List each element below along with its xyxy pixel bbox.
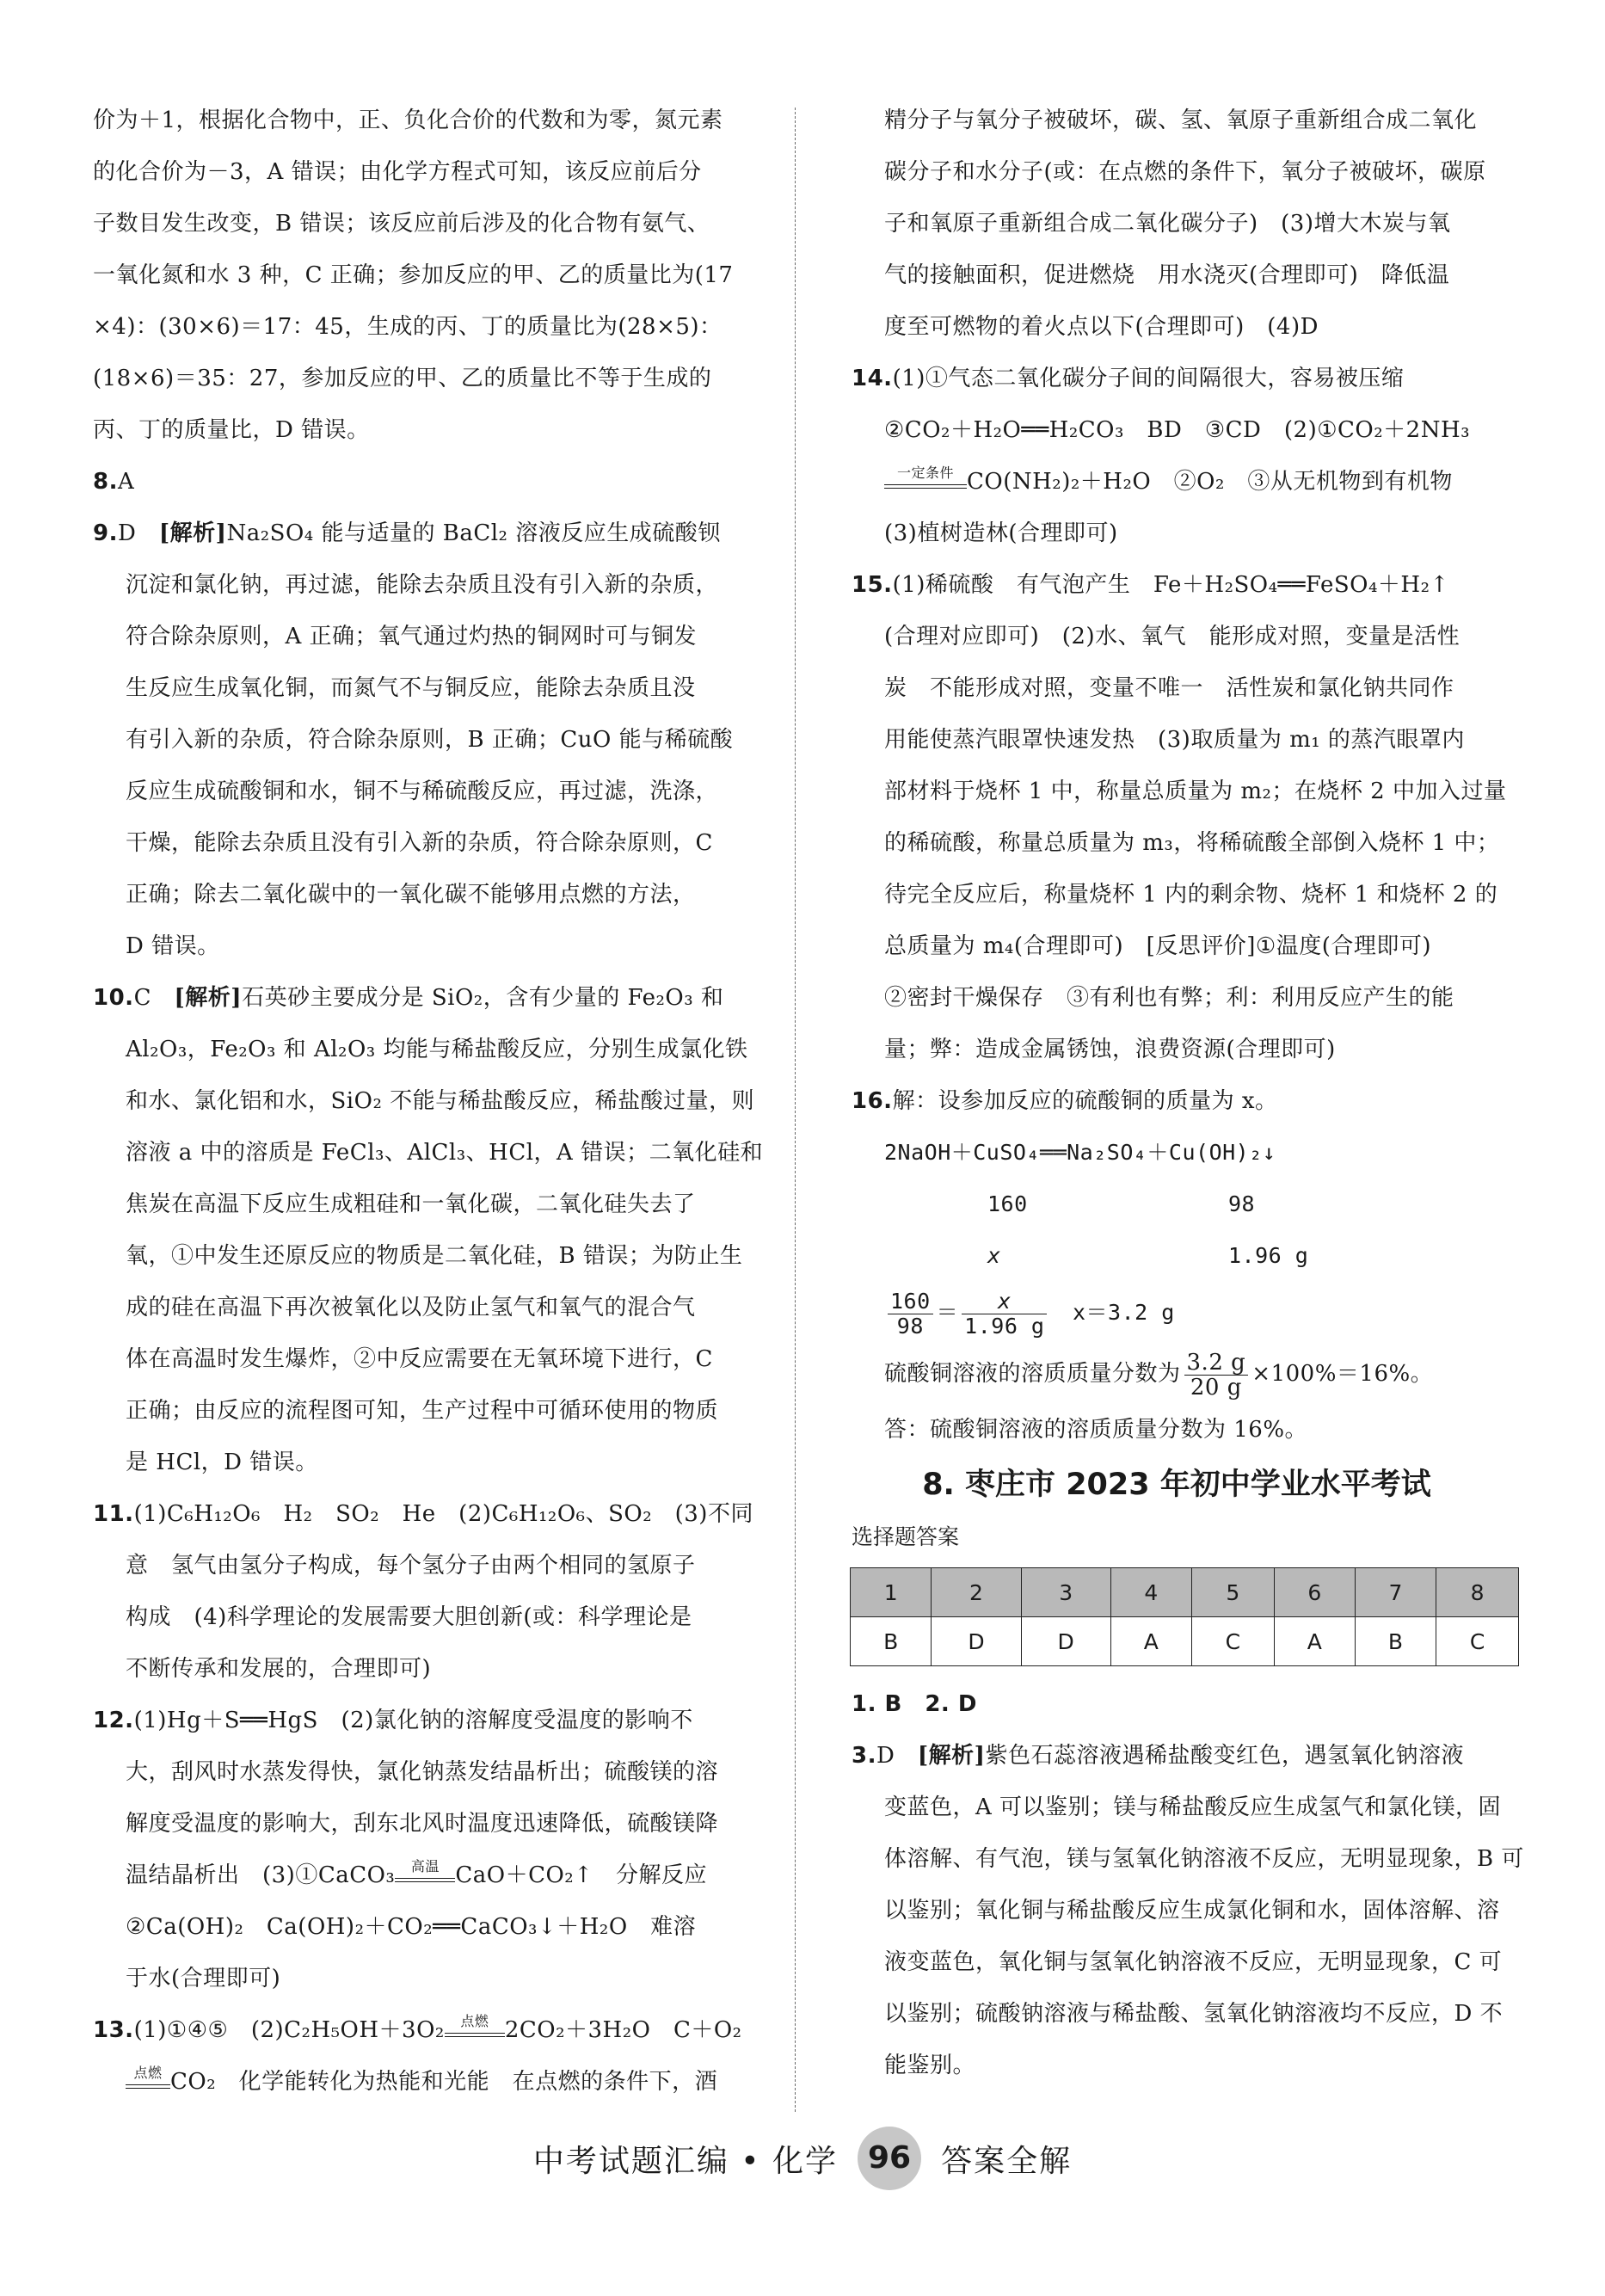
text-line: 反应生成硫酸铜和水，铜不与稀硫酸反应，再过滤，洗涤， [126,779,719,804]
answer-14 [852,353,1502,404]
answer-3 [852,1730,1502,1782]
table-cell: A [1274,1617,1355,1666]
equation-part: 温结晶析出 (3)①CaCO₃ [126,1862,396,1888]
molar-mass: 160 [987,1191,1028,1216]
text-line: 精分子与氧分子被破坏，碳、氢、氧原子重新组合成二氧化 [884,108,1478,133]
text-line: 变蓝色，A 可以鉴别；镁与稀盐酸反应生成氢气和氯化镁，固 [884,1794,1502,1820]
answer-text: 石英砂主要成分是 SiO₂，含有少量的 Fe₂O₃ 和 [242,985,724,1011]
text-line: (3)植树造林(合理即可) [884,520,1118,546]
text-line: 是 HCl，D 错误。 [126,1450,318,1475]
table-cell: D [1021,1617,1110,1666]
text-line: 焦炭在高温下反应生成粗硅和一氧化碳，二氧化硅失去了 [126,1191,696,1217]
equation-line [852,456,1502,508]
question-number: 14. [852,366,893,391]
text-line: 沉淀和氯化钠，再过滤，能除去杂质且没有引入新的杂质， [126,572,719,598]
footer-book-title: 中考试题汇编 • 化学 [532,2143,838,2179]
right-column [852,95,1524,2091]
text-line: 的化合价为－3，A 错误；由化学方程式可知，该反应前后分 [93,159,702,185]
section-title: 8. 枣庄市 2023 年初中学业水平考试 [922,1468,1431,1502]
table-header: 6 [1274,1568,1355,1617]
equation-line [93,2056,745,2108]
text-part: 硫酸铜溶液的溶质质量分数为 [884,1361,1181,1387]
text-line: 生反应生成氧化铜，而氮气不与铜反应，能除去杂质且没 [126,675,696,701]
equation-part: CaO＋CO₂↑ 分解反应 [455,1862,707,1888]
answer-8 [93,456,745,508]
text-line: 干燥，能除去杂质且没有引入新的杂质，符合除杂原则，C [126,830,713,856]
text-line: 溶液 a 中的溶质是 FeCl₃、AlCl₃、HCl，A 错误；二氧化硅和 [126,1140,764,1166]
question-number: 12. [93,1708,134,1733]
analysis-tag: [解析] [158,520,227,546]
denominator: 98 [896,1313,924,1339]
answer-text: A [117,469,135,495]
text-line: 用能使蒸汽眼罩快速发热 (3)取质量为 m₁ 的蒸汽眼罩内 [884,727,1465,753]
reaction-arrow [126,2065,170,2089]
text-line: 解度受温度的影响大，刮东北风时温度迅速降低，硫酸镁降 [126,1811,719,1837]
result: x＝3.2 g [1073,1300,1175,1325]
text-line: 符合除杂原则，A 正确；氧气通过灼热的铜网时可与铜发 [126,624,698,649]
proportion-line: $\frac{160}{98}$ ＝ $\frac{x}{1.96 g}$ x＝3.2 g [852,1282,1502,1344]
text-line: Al₂O₃，Fe₂O₃ 和 Al₂O₃ 均能与稀盐酸反应，分别生成氯化铁 [126,1037,748,1062]
answer-12 [93,1695,745,1746]
footer-section: 答案全解 [941,2143,1073,2179]
answer-choice: D [117,520,137,546]
reaction-condition: 点燃 [133,2065,163,2081]
left-column [93,95,764,2108]
text-line: 液变蓝色，氧化铜与氢氧化钠溶液不反应，无明显现象，C 可 [884,1949,1503,1975]
table-cell: C [1191,1617,1274,1666]
answer-text: 紫色石蕊溶液遇稀盐酸变红色，遇氢氧化钠溶液 [985,1743,1464,1769]
answer-text: Na₂SO₄ 能与适量的 BaCl₂ 溶液反应生成硫酸钡 [226,520,721,546]
table-header: 1 [851,1568,932,1617]
answer-choice: D [876,1743,895,1769]
denominator: 20 g [1190,1374,1242,1400]
text-line: 构成 (4)科学理论的发展需要大胆创新(或：科学理论是 [126,1604,692,1630]
table-cell: A [1110,1617,1191,1666]
text-line: D 错误。 [126,933,220,959]
text-line: 价为＋1，根据化合物中，正、负化合价的代数和为零，氮元素 [93,108,723,133]
table-cell: B [851,1617,932,1666]
text-line: (合理对应即可) (2)水、氧气 能形成对照，变量是活性 [884,624,1460,649]
known-mass: 1.96 g [1228,1243,1309,1268]
fraction [962,1290,1047,1339]
text-line: 氧，①中发生还原反应的物质是二氧化硅，B 错误；为防止生 [126,1243,743,1269]
text-line: ×4)：(30×6)＝17：45，生成的丙、丁的质量比为(28×5)： [93,314,723,340]
page-footer [0,2127,1605,2195]
equation-part: CO(NH₂)₂＋H₂O ②O₂ ③从无机物到有机物 [967,469,1453,495]
text-part: ×100%＝16%。 [1251,1361,1434,1387]
text-line: 和水、氯化铝和水，SiO₂ 不能与稀盐酸反应，稀盐酸过量，则 [126,1088,755,1114]
equation-part: CO₂ 化学能转化为热能和光能 在点燃的条件下，酒 [170,2069,718,2095]
text-line: (18×6)＝35：27，参加反应的甲、乙的质量比不等于生成的 [93,366,712,391]
text-line: 度至可燃物的着火点以下(合理即可) (4)D [884,314,1319,340]
equation-line [93,1850,745,1901]
text-line: 待完全反应后，称量烧杯 1 内的剩余物、烧杯 1 和烧杯 2 的 [884,882,1498,908]
text-line: 一氧化氮和水 3 种，C 正确；参加反应的甲、乙的质量比为(17 [93,262,734,288]
reaction-arrow [445,2013,505,2037]
equation-part: (1)①④⑤ (2)C₂H₅OH＋3O₂ [133,2017,445,2043]
page-number: 96 [858,2127,921,2190]
molar-mass: 98 [1228,1191,1256,1216]
text-line: 部材料于烧杯 1 中，称量总质量为 m₂；在烧杯 2 中加入过量 [884,779,1507,804]
answer-text: (1)①气态二氧化碳分子间的间隔很大，容易被压缩 [892,366,1405,391]
table-header-row [851,1568,1519,1617]
table-header: 7 [1355,1568,1436,1617]
table-header: 8 [1436,1568,1519,1617]
text-line: 体溶解、有气泡，镁与氢氧化钠溶液不反应，无明显现象，B 可 [884,1846,1524,1872]
text-line: 的稀硫酸，称量总质量为 m₃，将稀硫酸全部倒入烧杯 1 中； [884,830,1500,856]
equation-line: 2NaOH＋CuSO₄══Na₂SO₄＋Cu(OH)₂↓ [884,1140,1276,1165]
table-header: 4 [1110,1568,1191,1617]
answer-text: (1)稀硫酸 有气泡产生 Fe＋H₂SO₄══FeSO₄＋H₂↑ [892,572,1449,598]
numerator: 3.2 g [1184,1351,1249,1376]
numerator: 160 [888,1290,933,1314]
text-line: 成的硅在高温下再次被氧化以及防止氢气和氧气的混合气 [126,1295,696,1320]
table-row [851,1617,1519,1666]
answer-text: 解：设参加反应的硫酸铜的质量为 x。 [892,1088,1278,1114]
column-divider [795,108,796,2112]
text-line: 意 氢气由氢分子构成，每个氢分子由两个相同的氢原子 [126,1553,696,1579]
text-line: 不断传承和发展的，合理即可) [126,1656,432,1682]
choice-label: 选择题答案 [852,1524,960,1549]
fraction [1184,1351,1249,1400]
text-line: 炭 不能形成对照，变量不唯一 活性炭和氯化钠共同作 [884,675,1454,701]
reaction-arrow [395,1858,455,1882]
text-line: 气的接触面积，促进燃烧 用水浇灭(合理即可) 降低温 [884,262,1450,288]
reaction-condition: 一定条件 [896,465,954,481]
equation-part: 2CO₂＋3H₂O C＋O₂ [504,2017,742,2043]
table-header: 5 [1191,1568,1274,1617]
percentage-line [852,1344,1502,1404]
text-line: 量；弊：造成金属锈蚀，浪费资源(合理即可) [884,1037,1336,1062]
answers-1-2: 1. B 2. D [852,1691,977,1717]
question-number: 3. [852,1743,876,1769]
unknown-variable: x [987,1243,1001,1268]
denominator: 1.96 g [964,1313,1045,1339]
text-line: 以鉴别；硫酸钠溶液与稀盐酸、氢氧化钠溶液均不反应，D 不 [884,2001,1504,2027]
table-header: 3 [1021,1568,1110,1617]
text-line: 丙、丁的质量比，D 错误。 [93,417,370,443]
table-cell: B [1355,1617,1436,1666]
question-number: 8. [93,469,118,495]
table-cell: D [932,1617,1021,1666]
answer-9 [93,508,745,559]
answer-text: (1)Hg＋S══HgS (2)氯化钠的溶解度受温度的影响不 [133,1708,693,1733]
text-line: 体在高温时发生爆炸，②中反应需要在无氧环境下进行，C [126,1346,713,1372]
question-number: 9. [93,520,118,546]
answer-16 [852,1075,1502,1127]
text-line: 正确；除去二氧化碳中的一氧化碳不能够用点燃的方法， [126,882,696,908]
answer-11 [93,1488,753,1540]
text-line: 于水(合理即可) [126,1966,281,1991]
analysis-tag: [解析] [917,1743,986,1769]
fraction [888,1290,933,1339]
text-line: 子数目发生改变，B 错误；该反应前后涉及的化合物有氨气、 [93,211,710,237]
text-line: ②Ca(OH)₂ Ca(OH)₂＋CO₂══CaCO₃↓＋H₂O 难溶 [126,1914,697,1940]
reaction-condition: 点燃 [460,2013,489,2029]
text-line: 有引入新的杂质，符合除杂原则，B 正确；CuO 能与稀硫酸 [126,727,734,753]
analysis-tag: [解析] [174,985,243,1011]
reaction-condition: 高温 [410,1858,440,1874]
answer-15 [852,559,1502,611]
question-number: 13. [93,2017,134,2043]
mass-row [852,1179,1502,1230]
text-line: 以鉴别；氧化铜与稀盐酸反应生成氯化铜和水，固体溶解、溶 [884,1898,1500,1924]
text-line: ②CO₂＋H₂O══H₂CO₃ BD ③CD (2)①CO₂＋2NH₃ [884,417,1471,443]
text-line: 碳分子和水分子(或：在点燃的条件下，氧分子被破坏，碳原 [884,159,1486,185]
answer-table [850,1567,1519,1666]
text-line: 能鉴别。 [884,2053,976,2078]
text-line: 总质量为 m₄(合理即可) [反思评价]①温度(合理即可) [884,933,1432,959]
mass-row [852,1230,1502,1282]
double-bar [884,484,967,489]
question-number: 10. [93,985,134,1011]
double-bar [395,1878,455,1882]
answer-10 [93,972,745,1024]
table-cell: C [1436,1617,1519,1666]
text-line: 大，刮风时水蒸发得快，氯化钠蒸发结晶析出；硫酸镁的溶 [126,1759,719,1785]
answer-line: 答：硫酸铜溶液的溶质质量分数为 16%。 [884,1417,1308,1443]
reaction-arrow [884,465,967,489]
table-header: 2 [932,1568,1021,1617]
numerator: x [962,1290,1047,1314]
answer-13 [93,2004,745,2056]
question-number: 15. [852,572,893,598]
answer-choice: C [133,985,151,1011]
text-line: 正确；由反应的流程图可知，生产过程中可循环使用的物质 [126,1398,719,1424]
question-number: 11. [93,1501,134,1527]
question-number: 16. [852,1088,893,1114]
double-bar [445,2033,505,2037]
text-line: ②密封干燥保存 ③有利也有弊；利：利用反应产生的能 [884,985,1454,1011]
double-bar [126,2084,170,2089]
answer-text: (1)C₆H₁₂O₆ H₂ SO₂ He (2)C₆H₁₂O₆、SO₂ (3)不同 [133,1501,753,1527]
text-line: 子和氧原子重新组合成二氧化碳分子) (3)增大木炭与氧 [884,211,1451,237]
